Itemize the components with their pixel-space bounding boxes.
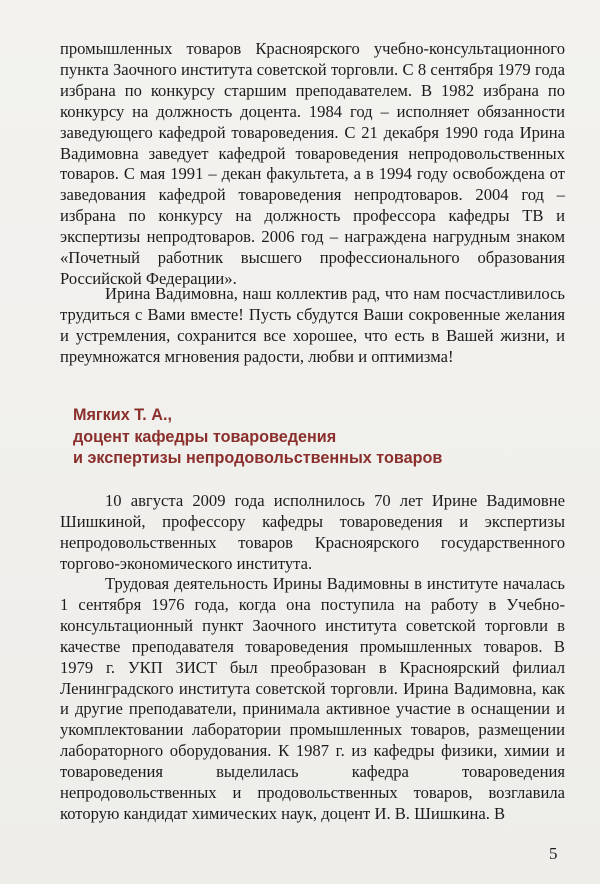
author-position-line-2: и экспертизы непродовольственных товаров	[73, 449, 443, 467]
paragraph-text: промышленных товаров Красноярского учебно-консультационного пункта Заочного института советской торговли. С 8 сентября 1979 года избрана по конкурсу старшим преподавателем. В 1982 избрана по конкурсу на должность доцента. 1984 год – исполняет обязанности заведующего кафедрой товароведения. С 21 декабря 1990 года Ирина Вадимовна заведует кафедрой товароведения непродовольственных товаров. С мая 1991 – декан факультета, а в 1994 году освобождена от заведования кафедрой товароведения непродтоваров. 2004 год – избрана по конкурсу на должность профессора кафедры ТВ и экспертизы непродтоваров. 2006 год – награждена нагрудным знаком «Почетный работник высшего профессионального образования Российской Федерации».	[60, 39, 565, 288]
page-number: 5	[549, 844, 558, 863]
paragraph-text: 10 августа 2009 года исполнилось 70 лет Ирине Вадимовне Шишкиной, профессору кафедры товароведения и экспертизы непродовольственных товаров Красноярского государственного торгово-экономического института.	[60, 491, 565, 573]
paragraph-text: Ирина Вадимовна, наш коллектив рад, что нам посчастливилось трудиться с Вами вместе! Пусть сбудутся Ваши сокровенные желания и устремления, сохранится все хорошее, что есть в Вашей жизни, и преумножатся мгновения радости, любви и оптимизма!	[60, 284, 565, 366]
section-heading-author	[73, 405, 553, 470]
paragraph-congratulation	[60, 284, 565, 368]
paragraph-anniversary	[60, 491, 565, 575]
paragraph-career	[60, 574, 565, 825]
paragraph-biography-continued	[60, 39, 565, 290]
paragraph-text: Трудовая деятельность Ирины Вадимовны в институте началась 1 сентября 1976 года, когда она поступила на работу в Учебно-консультационный пункт Заочного института советской торговли в качестве преподавателя товароведения промышленных товаров. В 1979 г. УКП ЗИСТ был преобразован в Красноярский филиал Ленинградского института советской торговли. Ирина Вадимовна, как и другие преподаватели, принимала активное участие в оснащении и укомплектовании лаборатории промышленных товаров, размещении лабораторного оборудования. К 1987 г. из кафедры физики, химии и товароведения выделилась кафедра товароведения непродовольственных и продовольственных товаров, возглавила которую кандидат химических наук, доцент И. В. Шишкина. В	[60, 574, 565, 823]
author-name: Мягких Т. А.,	[73, 406, 172, 424]
author-position-line-1: доцент кафедры товароведения	[73, 427, 337, 446]
